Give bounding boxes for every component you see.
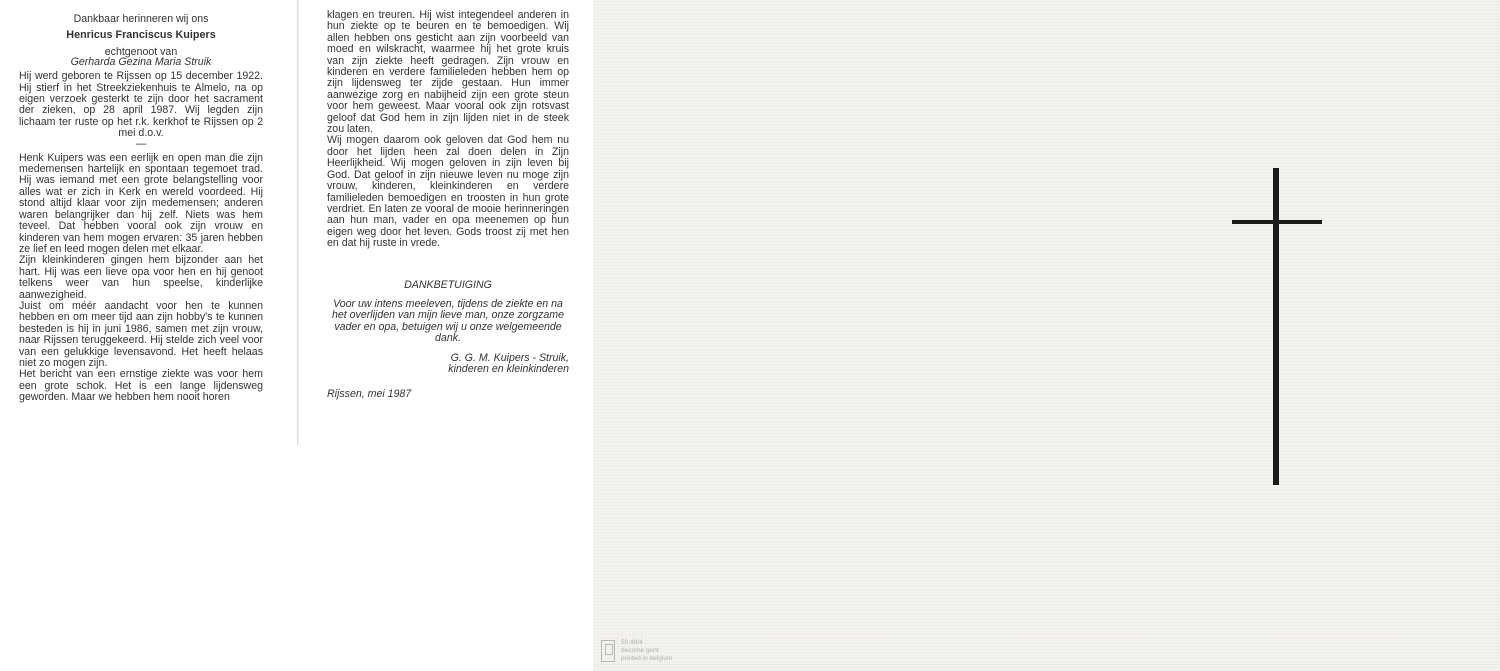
signature-line-2: kinderen en kleinkinderen — [448, 362, 569, 375]
thanks-title: DANKBETUIGING — [404, 278, 492, 291]
spouse-name: Gerharda Gezina Maria Struik — [70, 55, 212, 68]
intro-line: Dankbaar herinneren wij ons — [73, 13, 209, 25]
middle-text-column — [327, 10, 569, 401]
front-cover — [593, 0, 1500, 671]
printer-logo-icon — [601, 640, 615, 662]
paragraph-2: Zijn kleinkinderen gingen hem bijzonder aan het hart. Hij was een lieve opa voor hen en hij genoot telkens weer van hun speelse, kinderlijke aanwezigheid. — [19, 254, 263, 301]
signature — [327, 353, 569, 376]
cross-vertical-beam — [1273, 168, 1279, 485]
spouse-label: echtgenoot van — [104, 45, 178, 58]
printer-mark — [601, 637, 711, 667]
left-text-column — [19, 14, 263, 404]
signature-line-1: G. G. M. Kuipers - Struik, — [450, 351, 569, 364]
cross-horizontal-beam — [1232, 220, 1322, 224]
printer-name: decome gent — [621, 647, 659, 654]
separator-dash: — — [135, 137, 147, 150]
paragraph-6: Wij mogen daarom ook geloven dat God hem nu door het lijden heen zal doen delen in Zijn Heerlijkheid. Wij mogen geloven in zijn leven bij God. Dat geloof in zijn nieuwe leven nu moge zijn vrouw, kinderen, kleinkinderen en verdere familieleden bemoedigen en troosten in hun grote verdriet. En laten ze vooral de mooie herinneringen aan hun man, vader en opa meenemen op hun eigen weg door het leven. Gods troost zij met hen en dat hij ruste in vrede. — [327, 134, 569, 250]
paragraph-3: Juist om méér aandacht voor hen te kunnen hebben en om meer tijd aan zijn hobby's te kunnen besteden is hij in juni 1986, samen met zijn vrouw, naar Rijssen teruggekeerd. Hij stelde zich veel voor van een gelukkige levensavond. Het heeft helaas niet zo mogen zijn. — [19, 299, 263, 369]
printer-origin: printed in belgium — [621, 655, 673, 662]
paragraph-4: Het bericht van een ernstige ziekte was voor hem een grote schok. Het is een lange lijdensweg geworden. Maar we hebben hem nooit horen — [19, 368, 263, 404]
thanks-body: Voor uw intens meeleven, tijdens de ziekte en na het overlijden van mijn lieve man, onze zorgzame vader en opa, betuigen wij u onze welgemeende dank. — [331, 297, 564, 345]
paragraph-1: Henk Kuipers was een eerlijk en open man die zijn medemensen hartelijk en spontaan tegemoet trad. Hij was iemand met een grote belangstelling voor alles wat er zich in Kerk en wereld voordeed. Hij stond altijd klaar voor zijn medemensen; anderen waren belangrijker dan hij zelf. Niets was hem teveel. Dat hebben vooral ook zijn vrouw en kinderen van hem mogen ervaren: 35 jaren hebben ze lief en leed mogen delen met elkaar. — [19, 151, 263, 255]
biography: Hij werd geboren te Rijssen op 15 december 1922. Hij stierf in het Streekziekenhuis te Almelo, na op eigen verzoek gesterkt te zijn door het sacrament der zieken, op 28 april 1987. Wij legden zijn lichaam ter ruste op het r.k. kerkhof te Rijssen op 2 mei d.o.v. — [19, 70, 263, 140]
printer-code: 50.48/4 — [621, 639, 643, 646]
paragraph-5: klagen en treuren. Hij wist integendeel anderen in hun ziekte op te beuren en te bemoedigen. Wij allen hebben ons gesticht aan zijn voorbeeld van moed en wilskracht, waarmee hij het grote kruis van zijn ziekte heeft gedragen. Zijn vrouw en kinderen en verdere familieleden hebben hem op zijn lijdensweg ter zijde gestaan. Hun immer aanwezige zorg en nabijheid zijn een grote steun voor hem geweest. Maar vooral ook zijn rotsvast geloof dat God hem in zijn lijden niet in de steek zou laten. — [327, 9, 569, 136]
deceased-name: Henricus Franciscus Kuipers — [66, 29, 216, 42]
place-date: Rijssen, mei 1987 — [327, 388, 412, 401]
printer-text — [621, 639, 672, 663]
